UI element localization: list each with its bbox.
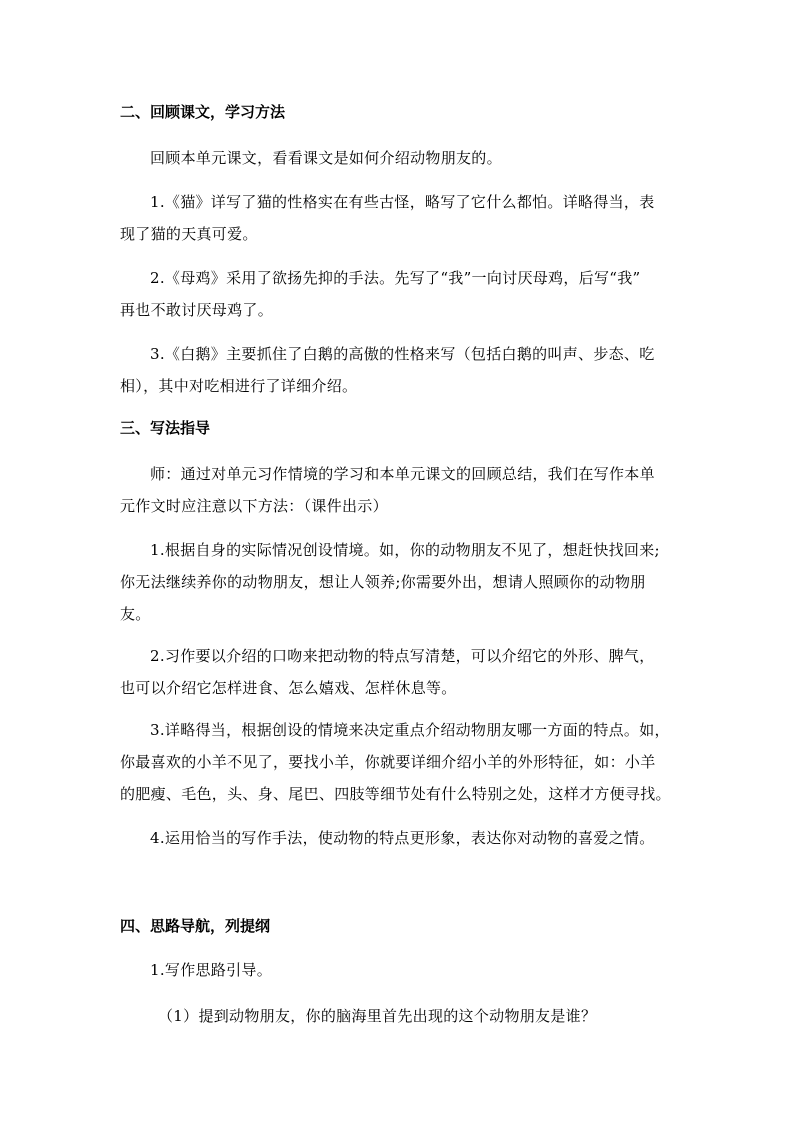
text-line: 相），其中对吃相进行了详细介绍。	[120, 377, 358, 395]
text-line: 3.《白鹅》主要抓住了白鹅的高傲的性格来写（包括白鹅的叫声、步态、吃	[150, 345, 655, 363]
text-line: 2.习作要以介绍的口吻来把动物的特点写清楚，可以介绍它的外形、脾气，	[150, 647, 655, 665]
text-line: 师：通过对单元习作情境的学习和本单元课文的回顾总结，我们在写作本单	[150, 465, 655, 483]
text-line: 回顾本单元课文，看看课文是如何介绍动物朋友的。	[150, 149, 502, 167]
text-line: 也可以介绍它怎样进食、怎么嬉戏、怎样休息等。	[120, 679, 457, 697]
paragraph-guide-item2	[120, 640, 680, 704]
text-line: 1.《猫》详写了猫的性格实在有些古怪，略写了它什么都怕。详略得当，表	[150, 193, 655, 211]
text-line: 1.根据自身的实际情况创设情境。如，你的动物朋友不见了，想赶快找回来;	[150, 541, 660, 559]
paragraph-guide-item1	[120, 534, 680, 630]
section-heading-writing-guide: 三、写法指导	[120, 419, 211, 437]
paragraph-outline-question1	[120, 1000, 680, 1032]
paragraph-guide-item3	[120, 714, 680, 810]
text-line: 4.运用恰当的写作手法，使动物的特点更形象，表达你对动物的喜爱之情。	[150, 829, 655, 847]
section-heading-outline: 四、思路导航，列提纲	[120, 917, 271, 935]
paragraph-review-hen	[120, 262, 680, 326]
paragraph-guide-intro	[120, 458, 680, 522]
text-line: 的肥瘦、毛色，头、身、尾巴、四肢等细节处有什么特别之处，这样才方便寻找。	[120, 785, 671, 803]
text-line: 再也不敢讨厌母鸡了。	[120, 301, 274, 319]
text-line: 现了猫的天真可爱。	[120, 225, 258, 243]
section-heading-review: 二、回顾课文，学习方法	[120, 103, 286, 121]
text-line: 友。	[120, 605, 151, 623]
paragraph-outline-item1	[120, 954, 680, 986]
text-line: 3.详略得当，根据创设的情境来决定重点介绍动物朋友哪一方面的特点。如，	[150, 721, 670, 739]
text-line: 你无法继续养你的动物朋友，想让人领养;你需要外出，想请人照顾你的动物朋	[120, 573, 646, 591]
text-line: 1.写作思路引导。	[150, 961, 273, 979]
text-line: 2.《母鸡》采用了欲扬先抑的手法。先写了“我”一向讨厌母鸡，后写“我”	[150, 269, 641, 287]
paragraph-review-intro	[120, 142, 680, 174]
text-line: （1）提到动物朋友，你的脑海里首先出现的这个动物朋友是谁？	[158, 1007, 597, 1025]
paragraph-review-cat	[120, 186, 680, 250]
paragraph-review-goose	[120, 338, 680, 402]
text-line: 元作文时应注意以下方法：（课件出示）	[120, 497, 388, 515]
paragraph-guide-item4	[120, 822, 680, 854]
text-line: 你最喜欢的小羊不见了，要找小羊，你就要详细介绍小羊的外形特征，如：小羊	[120, 753, 656, 771]
